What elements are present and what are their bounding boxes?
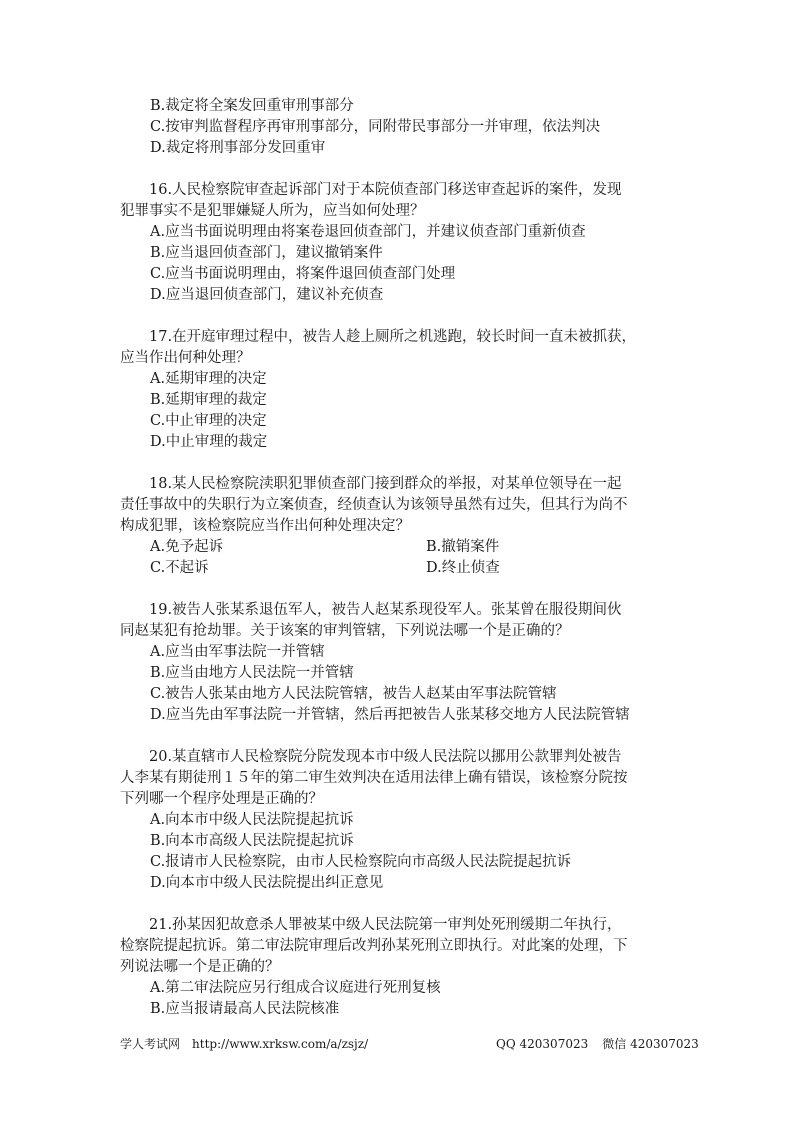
option-b-prev: B.裁定将全案发回重审刑事部分: [150, 98, 354, 114]
footer-qq-number: 420307023: [519, 1037, 589, 1051]
question-18: [120, 474, 690, 579]
question-18-option-c: C.不起诉: [150, 560, 209, 576]
question-20-stem-line-2: 人李某有期徒刑１５年的第二审生效判决在适用法律上确有错误，该检察分院按: [120, 770, 628, 786]
option-d-prev: D.裁定将刑事部分发回重审: [150, 140, 326, 156]
question-19-option-a: A.应当由军事法院一并管辖: [150, 644, 325, 660]
question-17-option-b: B.延期审理的裁定: [150, 392, 267, 408]
question-20-option-b: B.向本市高级人民法院提起抗诉: [150, 833, 354, 849]
question-18-options-row-2: [120, 558, 690, 579]
question-20: [120, 747, 690, 894]
question-21-option-a: A.第二审法院应另行组成合议庭进行死刑复核: [150, 980, 441, 996]
question-19-option-d: D.应当先由军事法院一并管辖，然后再把被告人张某移交地方人民法院管辖: [150, 707, 630, 723]
question-17-stem-line-1: 17.在开庭审理过程中，被告人趁上厕所之机逃跑，较长时间一直未被抓获，: [149, 329, 637, 345]
option-c-prev: C.按审判监督程序再审刑事部分，同附带民事部分一并审理，依法判决: [150, 119, 601, 135]
question-20-option-c: C.报请市人民检察院，由市人民检察院向市高级人民法院提起抗诉: [150, 854, 572, 870]
question-16-option-b: B.应当退回侦查部门，建议撤销案件: [150, 245, 383, 261]
question-21-stem-line-1: 21.孙某因犯故意杀人罪被某中级人民法院第一审判处死刑缓期二年执行，: [149, 917, 622, 933]
question-18-option-b: B.撤销案件: [426, 539, 500, 555]
question-16-option-d: D.应当退回侦查部门，建议补充侦查: [150, 287, 384, 303]
question-18-stem-line-3: 构成犯罪，该检察院应当作出何种处理决定？: [120, 518, 410, 534]
spacer: [120, 306, 690, 327]
question-18-option-d: D.终止侦查: [426, 560, 500, 576]
footer-right: [496, 1036, 699, 1052]
question-17: [120, 327, 690, 453]
question-20-option-d: D.向本市中级人民法院提出纠正意见: [150, 875, 384, 891]
question-19-option-b: B.应当由地方人民法院一并管辖: [150, 665, 354, 681]
question-17-option-d: D.中止审理的裁定: [150, 434, 268, 450]
question-16-option-c: C.应当书面说明理由，将案件退回侦查部门处理: [150, 266, 456, 282]
question-19-stem-line-2: 同赵某犯有抢劫罪。关于该案的审判管辖，下列说法哪一个是正确的？: [120, 623, 570, 639]
spacer: [120, 726, 690, 747]
question-20-stem-line-1: 20.某直辖市人民检察院分院发现本市中级人民法院以挪用公款罪判处被告: [149, 749, 622, 765]
question-18-stem-line-1: 18.某人民检察院渎职犯罪侦查部门接到群众的举报，对某单位领导在一起: [149, 476, 622, 492]
footer-wechat-number: 420307023: [630, 1037, 699, 1051]
question-21-stem-line-3: 列说法哪一个是正确的？: [120, 959, 280, 975]
question-17-option-a: A.延期审理的决定: [150, 371, 267, 387]
question-19-option-c: C.被告人张某由地方人民法院管辖，被告人赵某由军事法院管辖: [150, 686, 557, 702]
question-19-stem-line-1: 19.被告人张某系退伍军人，被告人赵某系现役军人。张某曾在服役期间伙: [149, 602, 622, 618]
footer-url-link[interactable]: http://www.xrksw.com/a/zsjz/: [192, 1037, 369, 1051]
question-16-option-a: A.应当书面说明理由将案卷退回侦查部门，并建议侦查部门重新侦查: [150, 224, 586, 240]
question-16: [120, 180, 690, 306]
question-21-option-b: B.应当报请最高人民法院核准: [150, 1001, 340, 1017]
question-17-option-c: C.中止审理的决定: [150, 413, 267, 429]
footer-qq-label: QQ: [496, 1037, 516, 1051]
footer-site-name: 学人考试网: [120, 1037, 181, 1051]
spacer: [120, 453, 690, 474]
question-20-stem-line-3: 下列哪一个程序处理是正确的？: [120, 791, 323, 807]
question-20-option-a: A.向本市中级人民法院提起抗诉: [150, 812, 354, 828]
document-body: [120, 96, 690, 1020]
footer-wechat-label: 微信: [602, 1037, 627, 1051]
question-17-stem-line-2: 应当作出何种处理？: [120, 350, 251, 366]
question-18-option-a: A.免予起诉: [150, 539, 224, 555]
footer-left: [120, 1036, 368, 1052]
question-21-stem-line-2: 检察院提起抗诉。第二审法院审理后改判孙某死刑立即执行。对此案的处理，下: [120, 938, 628, 954]
spacer: [120, 894, 690, 915]
question-19: [120, 600, 690, 726]
question-18-stem-line-2: 责任事故中的失职行为立案侦查，经侦查认为该领导虽然有过失，但其行为尚不: [120, 497, 628, 513]
question-18-options-row-1: [120, 537, 690, 558]
question-21: [120, 915, 690, 1020]
spacer: [120, 159, 690, 180]
question-16-stem-line-2: 犯罪事实不是犯罪嫌疑人所为，应当如何处理？: [120, 203, 425, 219]
question-16-stem-line-1: 16.人民检察院审查起诉部门对于本院侦查部门移送审查起诉的案件，发现: [149, 182, 622, 198]
spacer: [120, 579, 690, 600]
